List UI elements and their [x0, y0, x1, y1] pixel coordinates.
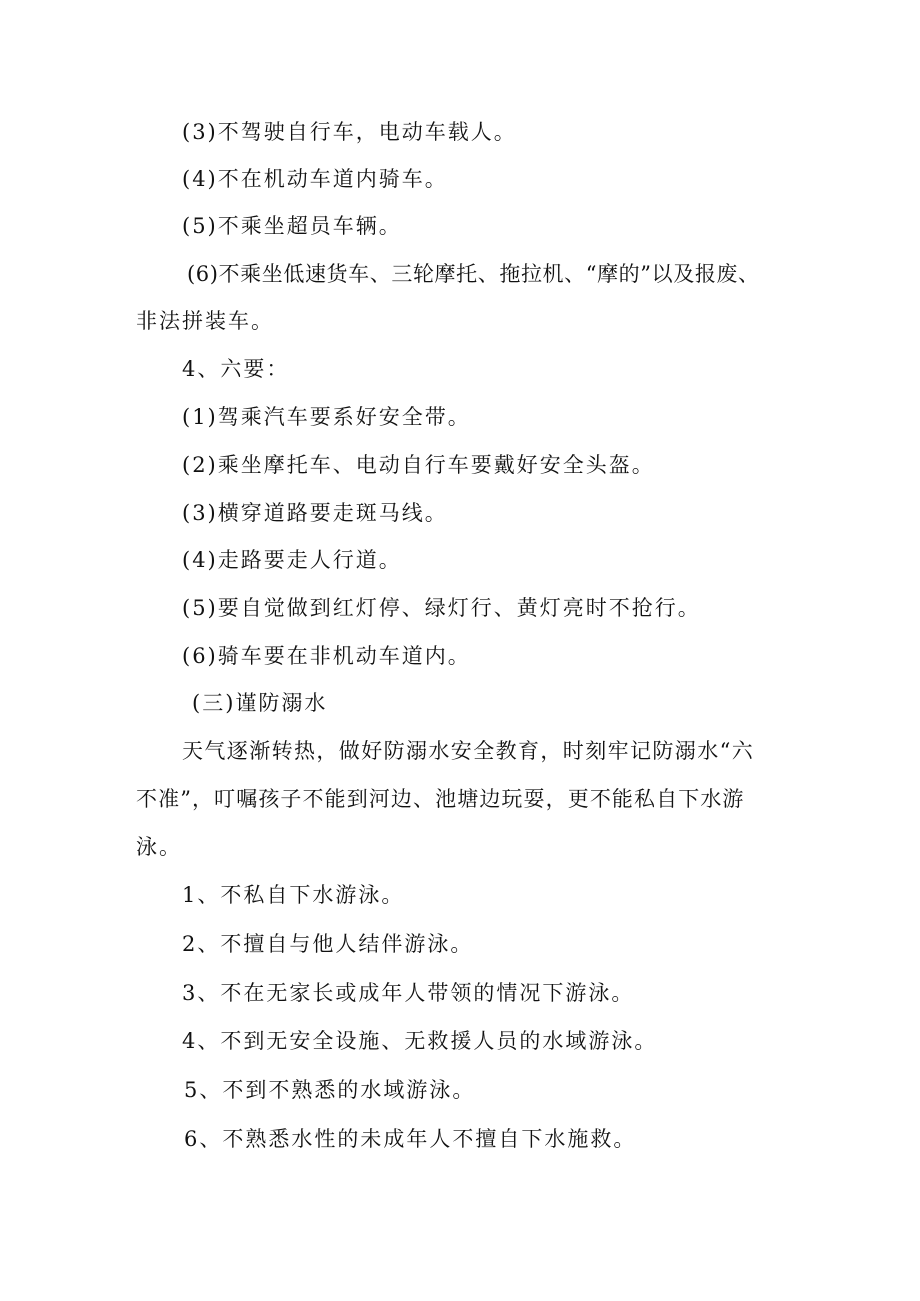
must-item-3: (3)横穿道路要走斑马线。 [182, 501, 448, 525]
traffic-rule-no-unsafe-vehicle-line-1: (6)不乘坐低速货车、三轮摩托、拖拉机、“摩的”以及报废、 [187, 262, 760, 286]
must-item-6: (6)骑车要在非机动车道内。 [182, 644, 471, 668]
drowning-rule-4: 4、不到无安全设施、无救援人员的水域游泳。 [182, 1029, 658, 1053]
drowning-rule-5: 5、不到不熟悉的水域游泳。 [184, 1078, 476, 1102]
drowning-rule-6: 6、不熟悉水性的未成年人不擅自下水施救。 [184, 1127, 637, 1151]
drowning-intro-line-3: 泳。 [136, 835, 182, 859]
must-item-1: (1)驾乘汽车要系好安全带。 [182, 405, 471, 429]
drowning-rule-1: 1、不私自下水游泳。 [182, 883, 405, 907]
traffic-rule-no-motor-lane: (4)不在机动车道内骑车。 [182, 167, 448, 191]
drowning-rule-2: 2、不擅自与他人结伴游泳。 [182, 932, 474, 956]
traffic-rule-no-overload: (5)不乘坐超员车辆。 [182, 214, 402, 238]
drowning-section-heading: (三)谨防溺水 [192, 691, 328, 715]
six-musts-heading: 4、六要： [182, 357, 290, 381]
traffic-rule-no-bike-passenger: (3)不驾驶自行车，电动车载人。 [182, 120, 517, 144]
traffic-rule-no-unsafe-vehicle-line-2: 非法拼装车。 [136, 309, 274, 333]
drowning-rule-3: 3、不在无家长或成年人带领的情况下游泳。 [182, 981, 635, 1005]
drowning-intro-line-2: 不准”，叮嘱孩子不能到河边、池塘边玩耍，更不能私自下水游 [136, 787, 745, 811]
must-item-2: (2)乘坐摩托车、电动自行车要戴好安全头盔。 [182, 453, 655, 477]
must-item-4: (4)走路要走人行道。 [182, 548, 402, 572]
drowning-intro-line-1: 天气逐渐转热，做好防溺水安全教育，时刻牢记防溺水“六 [182, 739, 755, 763]
must-item-5: (5)要自觉做到红灯停、绿灯行、黄灯亮时不抢行。 [182, 596, 701, 620]
